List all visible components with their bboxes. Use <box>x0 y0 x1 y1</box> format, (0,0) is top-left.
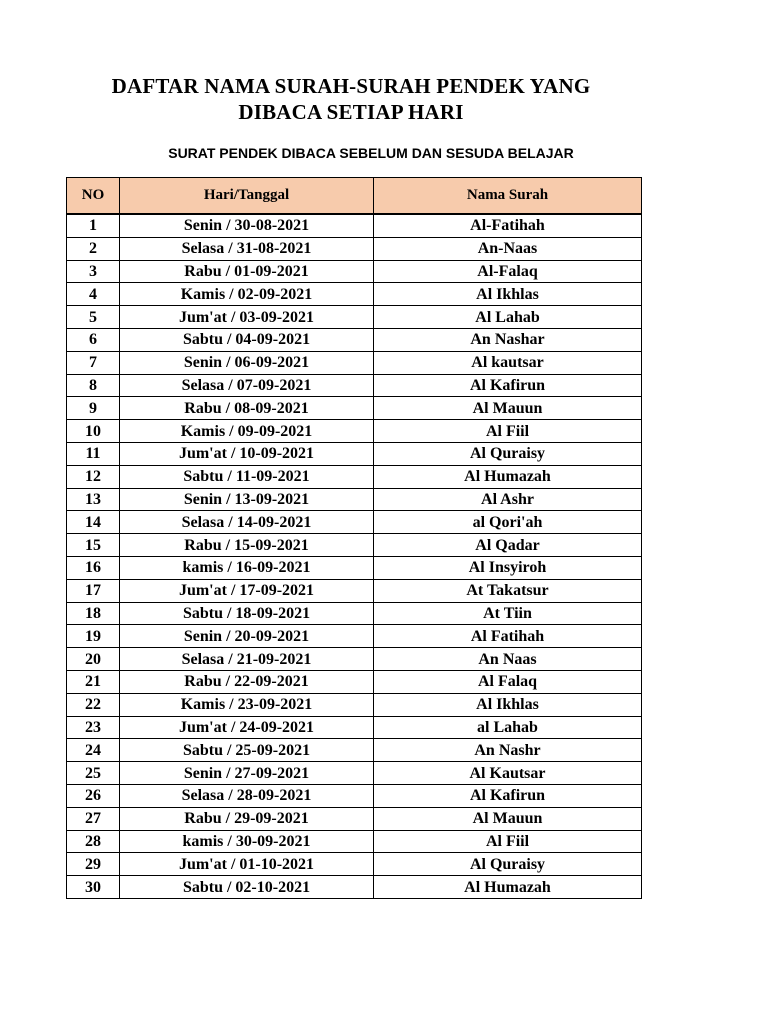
row-number: 23 <box>67 716 120 739</box>
table-body <box>67 214 642 898</box>
row-nama-surah: Al Kafirun <box>374 784 642 807</box>
table-row <box>67 442 642 465</box>
row-number: 28 <box>67 830 120 853</box>
table-row <box>67 306 642 329</box>
row-hari-tanggal: Sabtu / 18-09-2021 <box>120 602 374 625</box>
table-row <box>67 807 642 830</box>
header-nama-surah: Nama Surah <box>374 178 642 215</box>
row-number: 10 <box>67 420 120 443</box>
table-row <box>67 762 642 785</box>
row-number: 6 <box>67 328 120 351</box>
row-number: 4 <box>67 283 120 306</box>
table-row <box>67 374 642 397</box>
row-nama-surah: Al Ikhlas <box>374 283 642 306</box>
row-hari-tanggal: Jum'at / 10-09-2021 <box>120 442 374 465</box>
row-number: 16 <box>67 556 120 579</box>
row-hari-tanggal: Selasa / 31-08-2021 <box>120 237 374 260</box>
row-nama-surah: Al Kautsar <box>374 762 642 785</box>
table-row <box>67 876 642 899</box>
title-line-2: DIBACA SETIAP HARI <box>238 100 464 124</box>
row-hari-tanggal: Selasa / 07-09-2021 <box>120 374 374 397</box>
row-hari-tanggal: Senin / 27-09-2021 <box>120 762 374 785</box>
row-nama-surah: al Qori'ah <box>374 511 642 534</box>
row-nama-surah: Al-Fatihah <box>374 214 642 237</box>
table-row <box>67 488 642 511</box>
row-nama-surah: Al Mauun <box>374 397 642 420</box>
table-row <box>67 420 642 443</box>
table-row <box>67 579 642 602</box>
row-number: 21 <box>67 670 120 693</box>
row-nama-surah: Al Fatihah <box>374 625 642 648</box>
row-hari-tanggal: Sabtu / 04-09-2021 <box>120 328 374 351</box>
table-row <box>67 260 642 283</box>
row-number: 11 <box>67 442 120 465</box>
header-row <box>67 178 642 215</box>
row-hari-tanggal: Sabtu / 25-09-2021 <box>120 739 374 762</box>
row-number: 14 <box>67 511 120 534</box>
row-hari-tanggal: Kamis / 23-09-2021 <box>120 693 374 716</box>
row-number: 15 <box>67 534 120 557</box>
table-row <box>67 534 642 557</box>
row-nama-surah: Al Insyiroh <box>374 556 642 579</box>
table-row <box>67 511 642 534</box>
table-row <box>67 693 642 716</box>
row-hari-tanggal: Rabu / 01-09-2021 <box>120 260 374 283</box>
row-hari-tanggal: Senin / 06-09-2021 <box>120 351 374 374</box>
table-row <box>67 556 642 579</box>
row-hari-tanggal: Jum'at / 01-10-2021 <box>120 853 374 876</box>
row-nama-surah: Al-Falaq <box>374 260 642 283</box>
row-nama-surah: Al Ikhlas <box>374 693 642 716</box>
row-hari-tanggal: Selasa / 28-09-2021 <box>120 784 374 807</box>
page-title <box>40 73 662 125</box>
row-number: 13 <box>67 488 120 511</box>
table-row <box>67 602 642 625</box>
row-hari-tanggal: Selasa / 14-09-2021 <box>120 511 374 534</box>
row-nama-surah: An Nashr <box>374 739 642 762</box>
row-hari-tanggal: kamis / 16-09-2021 <box>120 556 374 579</box>
row-hari-tanggal: Rabu / 15-09-2021 <box>120 534 374 557</box>
table-row <box>67 237 642 260</box>
table-row <box>67 739 642 762</box>
row-hari-tanggal: Rabu / 08-09-2021 <box>120 397 374 420</box>
row-nama-surah: Al Mauun <box>374 807 642 830</box>
row-number: 8 <box>67 374 120 397</box>
row-number: 27 <box>67 807 120 830</box>
row-nama-surah: Al Qadar <box>374 534 642 557</box>
table-row <box>67 465 642 488</box>
row-hari-tanggal: Sabtu / 11-09-2021 <box>120 465 374 488</box>
row-hari-tanggal: Selasa / 21-09-2021 <box>120 648 374 671</box>
table-row <box>67 830 642 853</box>
row-number: 9 <box>67 397 120 420</box>
row-number: 20 <box>67 648 120 671</box>
row-nama-surah: An Naas <box>374 648 642 671</box>
row-number: 3 <box>67 260 120 283</box>
row-number: 12 <box>67 465 120 488</box>
row-hari-tanggal: Jum'at / 03-09-2021 <box>120 306 374 329</box>
table-row <box>67 397 642 420</box>
row-hari-tanggal: Sabtu / 02-10-2021 <box>120 876 374 899</box>
table-row <box>67 853 642 876</box>
table-row <box>67 625 642 648</box>
table-row <box>67 328 642 351</box>
table-row <box>67 351 642 374</box>
row-nama-surah: Al kautsar <box>374 351 642 374</box>
row-nama-surah: At Tiin <box>374 602 642 625</box>
row-nama-surah: Al Humazah <box>374 465 642 488</box>
row-hari-tanggal: Senin / 30-08-2021 <box>120 214 374 237</box>
row-nama-surah: At Takatsur <box>374 579 642 602</box>
header-no: NO <box>67 178 120 215</box>
row-number: 19 <box>67 625 120 648</box>
row-number: 25 <box>67 762 120 785</box>
row-number: 22 <box>67 693 120 716</box>
row-nama-surah: Al Lahab <box>374 306 642 329</box>
row-hari-tanggal: kamis / 30-09-2021 <box>120 830 374 853</box>
table-row <box>67 283 642 306</box>
row-number: 7 <box>67 351 120 374</box>
surah-schedule-table <box>66 177 642 899</box>
row-nama-surah: Al Quraisy <box>374 853 642 876</box>
row-nama-surah: al Lahab <box>374 716 642 739</box>
row-number: 1 <box>67 214 120 237</box>
row-number: 17 <box>67 579 120 602</box>
page-subtitle: SURAT PENDEK DIBACA SEBELUM DAN SESUDA BELAJAR <box>168 145 574 161</box>
row-nama-surah: An Nashar <box>374 328 642 351</box>
table-row <box>67 648 642 671</box>
row-number: 18 <box>67 602 120 625</box>
row-hari-tanggal: Jum'at / 24-09-2021 <box>120 716 374 739</box>
table-row <box>67 214 642 237</box>
row-number: 24 <box>67 739 120 762</box>
row-nama-surah: Al Falaq <box>374 670 642 693</box>
header-hari-tanggal: Hari/Tanggal <box>120 178 374 215</box>
row-nama-surah: An-Naas <box>374 237 642 260</box>
title-line-1: DAFTAR NAMA SURAH-SURAH PENDEK YANG <box>111 74 591 98</box>
row-hari-tanggal: Kamis / 09-09-2021 <box>120 420 374 443</box>
table-row <box>67 784 642 807</box>
row-hari-tanggal: Rabu / 22-09-2021 <box>120 670 374 693</box>
row-nama-surah: Al Quraisy <box>374 442 642 465</box>
row-hari-tanggal: Jum'at / 17-09-2021 <box>120 579 374 602</box>
table-header <box>67 178 642 215</box>
row-nama-surah: Al Ashr <box>374 488 642 511</box>
row-number: 29 <box>67 853 120 876</box>
row-nama-surah: Al Fiil <box>374 830 642 853</box>
row-number: 5 <box>67 306 120 329</box>
row-number: 2 <box>67 237 120 260</box>
row-nama-surah: Al Fiil <box>374 420 642 443</box>
table-row <box>67 716 642 739</box>
row-nama-surah: Al Kafirun <box>374 374 642 397</box>
row-number: 30 <box>67 876 120 899</box>
table-row <box>67 670 642 693</box>
row-hari-tanggal: Kamis / 02-09-2021 <box>120 283 374 306</box>
row-number: 26 <box>67 784 120 807</box>
row-hari-tanggal: Rabu / 29-09-2021 <box>120 807 374 830</box>
row-nama-surah: Al Humazah <box>374 876 642 899</box>
row-hari-tanggal: Senin / 13-09-2021 <box>120 488 374 511</box>
row-hari-tanggal: Senin / 20-09-2021 <box>120 625 374 648</box>
